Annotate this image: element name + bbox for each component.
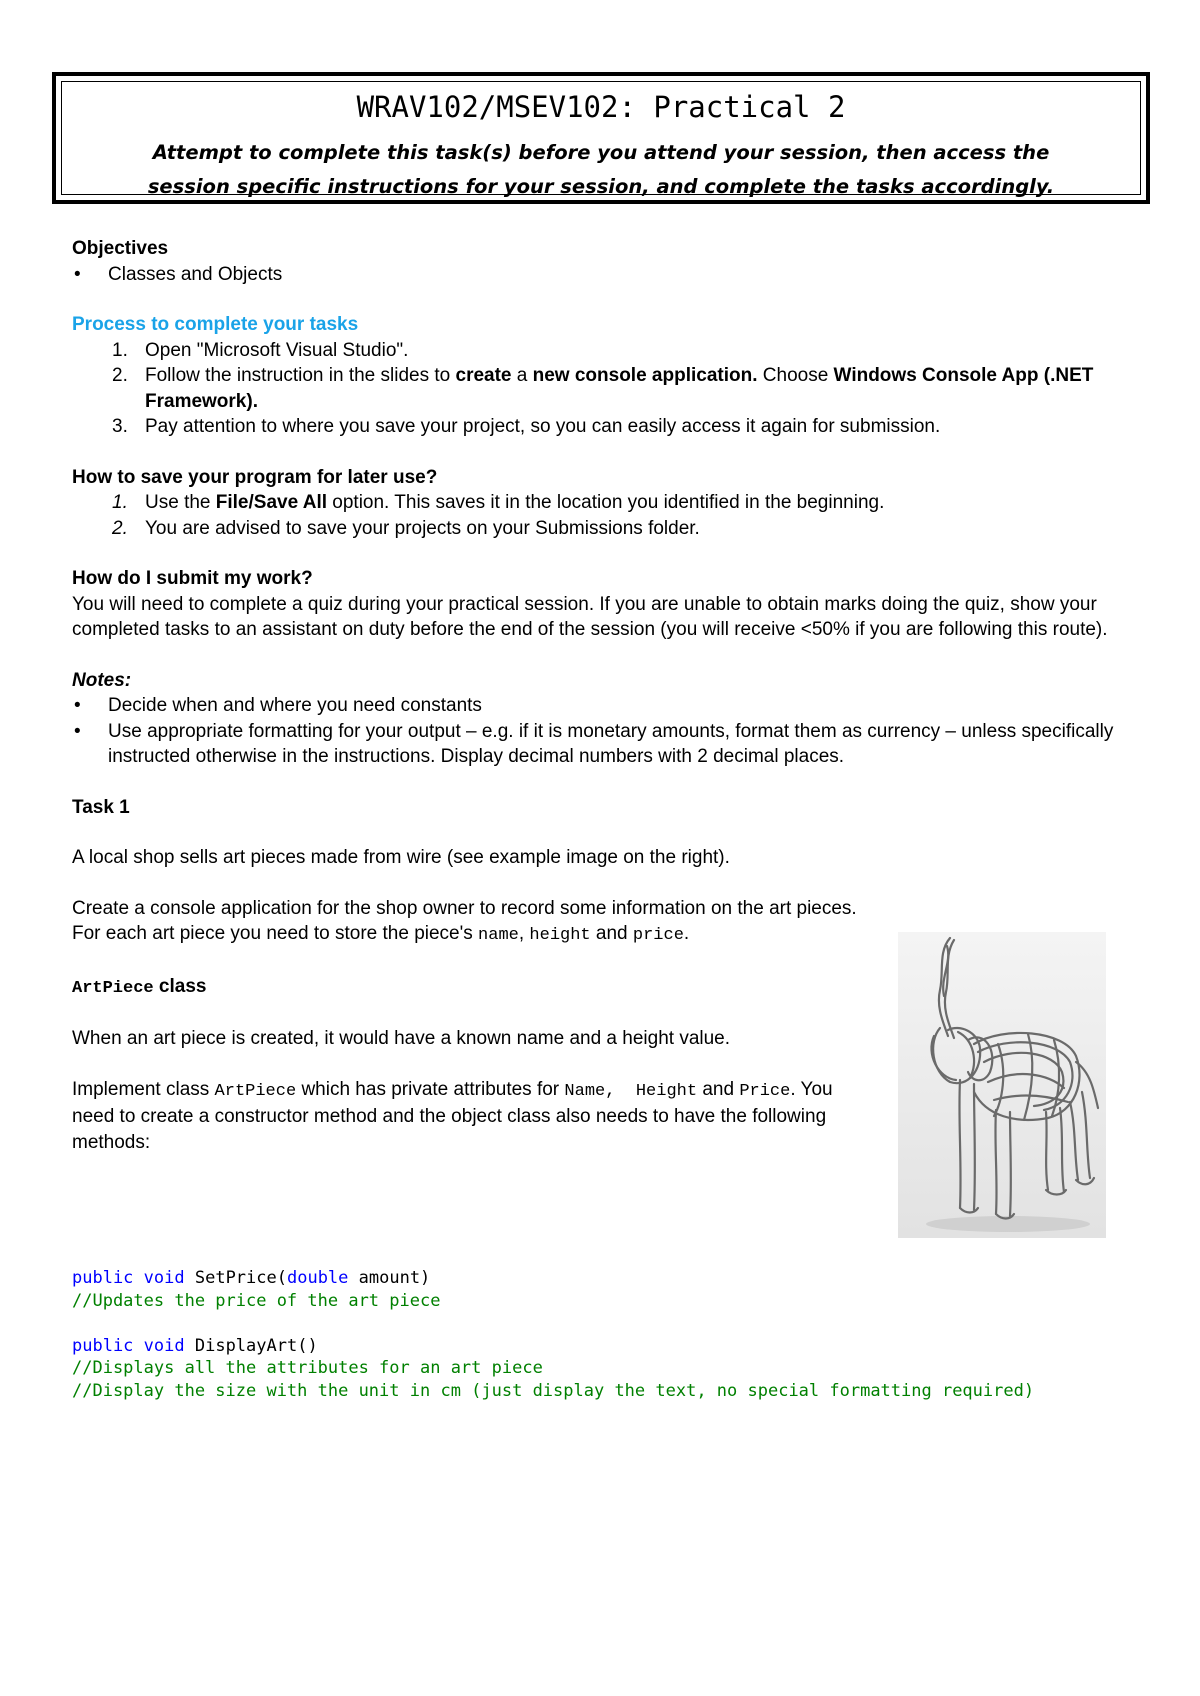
document-title: WRAV102/MSEV102: Practical 2 (356, 90, 846, 124)
code-snippet: public void SetPrice(double amount) //Updates the price of the art piece public void DisplayArt() //Displays all the attributes for an art piece //Display the size with the unit in cm (just display the text, no special formatting required) (72, 1268, 1035, 1401)
submit-heading: How do I submit my work? (72, 568, 313, 589)
task1-paragraph-1: A local shop sells art pieces made from wire (see example image on the right). (72, 847, 730, 868)
save-steps (72, 490, 1142, 541)
code-comment: //Updates the price of the art piece (72, 1290, 441, 1311)
list-item: • Classes and Objects (72, 262, 1142, 288)
subtitle-line-2: session specific instructions for your session, and complete the tasks accordingly. (147, 175, 1055, 198)
list-item: • Use appropriate formatting for your output – e.g. if it is monetary amounts, format them as currency – unless specifically instructed otherwise in the instructions. Display decimal numbers with 2 decimal places. (72, 719, 1142, 770)
task1-paragraph-4: Implement class ArtPiece which has private attributes for Name, Height and Price. You need to create a constructor method and the object class also needs to have the following methods: (72, 1078, 833, 1153)
notes-list (72, 693, 1142, 770)
document-subtitle (76, 136, 1126, 204)
process-steps (72, 338, 1142, 440)
notes-heading: Notes: (72, 669, 132, 691)
objectives-heading: Objectives (72, 238, 169, 259)
code-comment: //Display the size with the unit in cm (just display the text, no special formatting required) (72, 1380, 1035, 1401)
artpiece-class-heading: ArtPiece class (72, 975, 207, 998)
task1-paragraph-3: When an art piece is created, it would have a known name and a height value. (72, 1028, 731, 1049)
list-item: 1. Use the File/Save All option. This saves it in the location you identified in the beginning. (112, 492, 885, 513)
save-heading: How to save your program for later use? (72, 466, 438, 488)
list-item: 2. You are advised to save your projects on your Submissions folder. (112, 517, 700, 539)
code-comment: //Displays all the attributes for an art piece (72, 1358, 543, 1378)
submit-text: You will need to complete a quiz during your practical session. If you are unable to obtain marks doing the quiz, show your completed tasks to an assistant on duty before the end of the session (you will receive <50% if you are following this route). (72, 593, 1108, 640)
list-item: 2. Follow the instruction in the slides to create a new console application. Choose Windows Console App (.NET Framework). (112, 365, 1094, 412)
task1-text (72, 845, 862, 1155)
subtitle-line-1: Attempt to complete this task(s) before you attend your session, then access the (152, 141, 1050, 164)
process-heading: Process to complete your tasks (72, 314, 359, 335)
task1-heading: Task 1 (72, 796, 130, 818)
title-box (52, 72, 1150, 204)
list-item: 1. Open "Microsoft Visual Studio". (112, 339, 409, 361)
task1-paragraph-2: Create a console application for the shop owner to record some information on the art pieces. For each art piece you need to store the piece's name, height and price. (72, 897, 857, 945)
objectives-list (72, 262, 1142, 288)
list-item: 3. Pay attention to where you save your project, so you can easily access it again for submission. (112, 416, 941, 437)
list-item: • Decide when and where you need constants (72, 693, 1142, 719)
wire-elephant-image (898, 932, 1106, 1238)
